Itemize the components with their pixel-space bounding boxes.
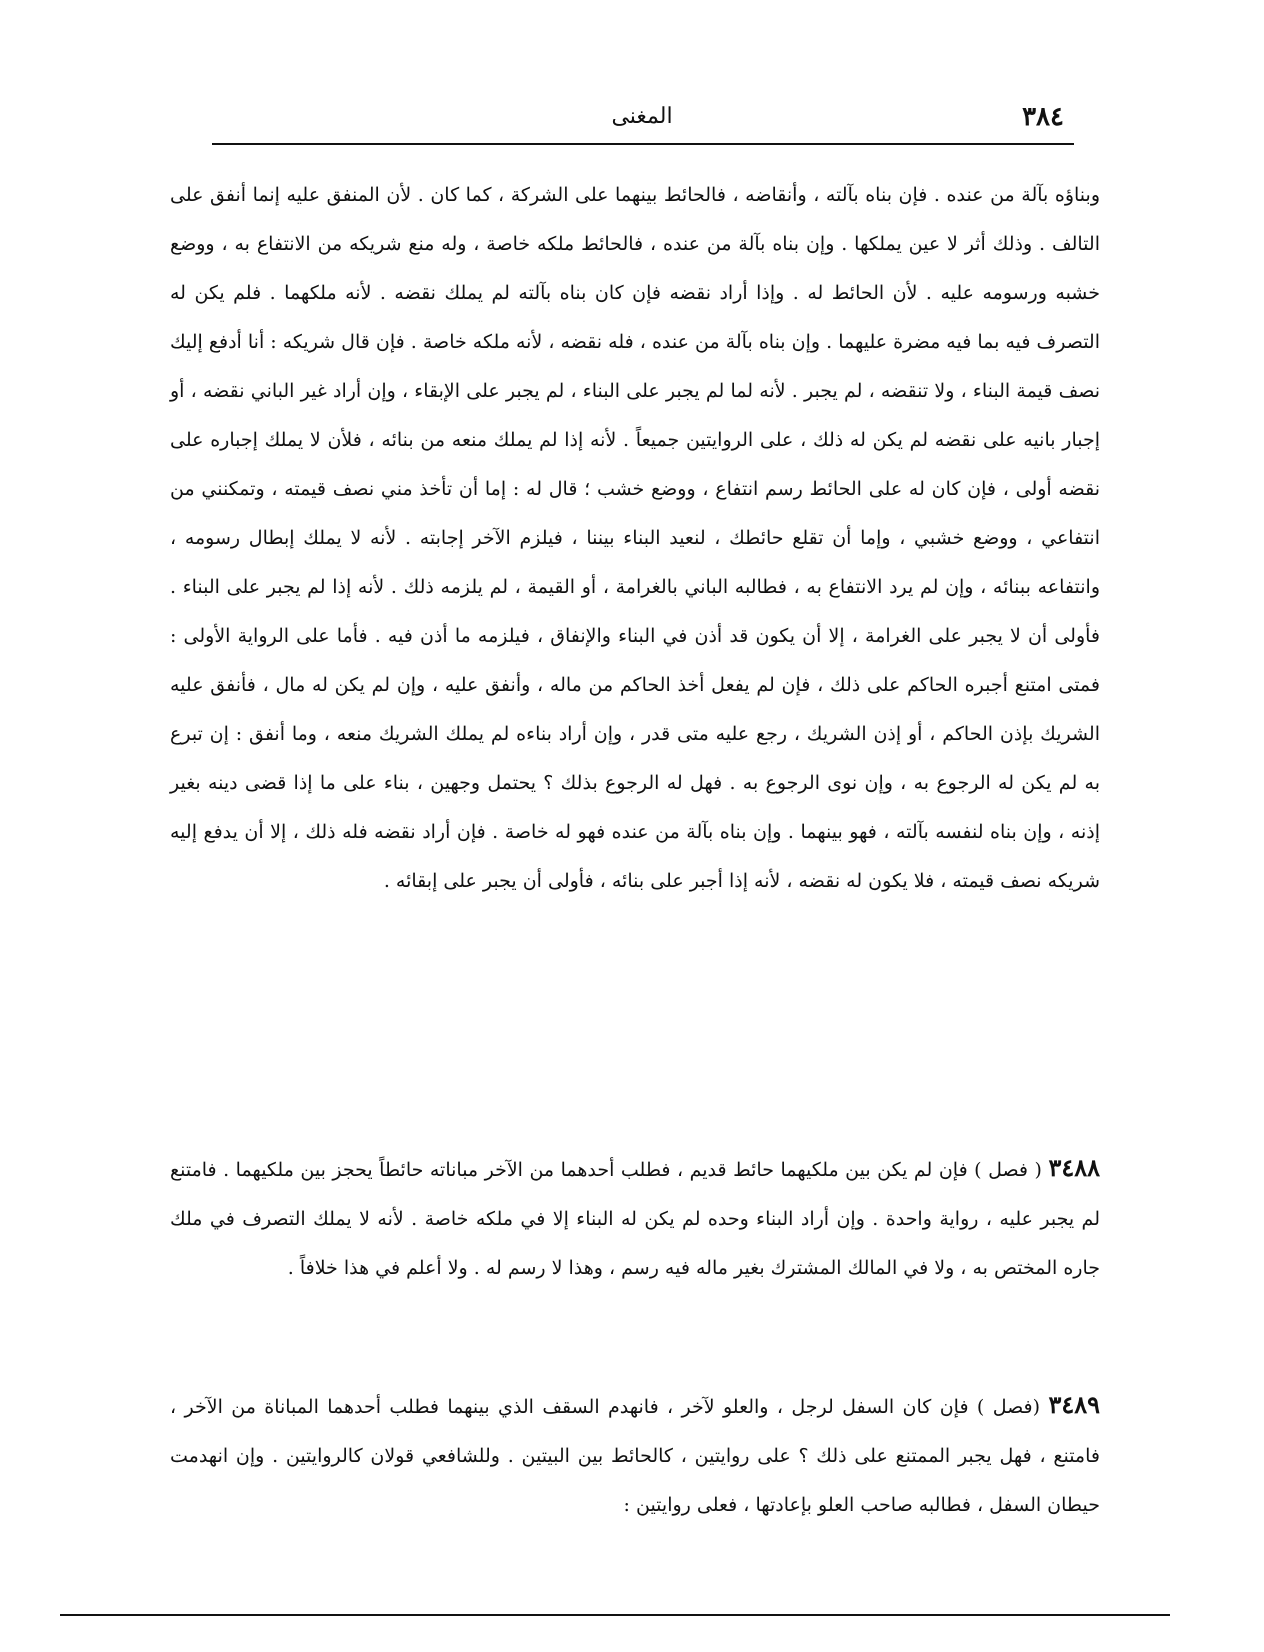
section-3488 <box>170 1143 1100 1293</box>
page-header <box>212 102 1072 142</box>
paragraph-continuation <box>170 171 1100 906</box>
section-number: ٣٤٨٩ <box>1048 1390 1100 1419</box>
footer-rule <box>60 1614 1170 1616</box>
section-3489 <box>170 1380 1100 1530</box>
running-title: المغنى <box>611 104 673 129</box>
page-number: ٣٨٤ <box>1022 102 1064 132</box>
paragraph-text: وبناؤه بآلة من عنده . فإن بناه بآلته ، وأنقاضه ، فالحائط بينهما على الشركة ، كما كان . لأن المنفق عليه إنما أنفق على التالف . وذلك أثر لا عين يملكها . وإن بناه بآلة من عنده ، فالحائط ملكه خاصة ، وله منع شريكه من الانتفاع به ، ووضع خشبه ورسومه عليه . لأن الحائط له . وإذا أراد نقضه فإن كان بناه بآلته لم يملك نقضه . لأنه ملكهما . فلم يكن له التصرف فيه بما فيه مضرة عليهما . وإن بناه بآلة من عنده ، فله نقضه ، لأنه ملكه خاصة . فإن قال شريكه : أنا أدفع إليك نصف قيمة البناء ، ولا تنقضه ، لم يجبر . لأنه لما لم يجبر على البناء ، لم يجبر على الإبقاء ، وإن أراد غير الباني نقضه ، أو إجبار بانيه على نقضه لم يكن له ذلك ، على الروايتين جميعاً . لأنه إذا لم يملك منعه من بنائه ، فلأن لا يملك إجباره على نقضه أولى ، فإن كان له على الحائط رسم انتفاع ، ووضع خشب ؛ قال له : إما أن تأخذ مني نصف قيمته ، وتمكنني من انتفاعي ، ووضع خشبي ، وإما أن تقلع حائطك ، لنعيد البناء بيننا ، فيلزم الآخر إجابته . لأنه لا يملك إبطال رسومه ، وانتفاعه ببنائه ، وإن لم يرد الانتفاع به ، فطالبه الباني بالغرامة ، أو القيمة ، لم يلزمه ذلك . لأنه إذا لم يجبر على البناء . فأولى أن لا يجبر على الغرامة ، إلا أن يكون قد أذن في البناء والإنفاق ، فيلزمه ما أذن فيه . فأما على الرواية الأولى : فمتى امتنع أجبره الحاكم على ذلك ، فإن لم يفعل أخذ الحاكم من ماله ، وأنفق عليه ، وإن لم يكن له مال ، فأنفق عليه الشريك بإذن الحاكم ، أو إذن الشريك ، رجع عليه متى قدر ، وإن أراد بناءه لم يملك الشريك منعه ، وما أنفق : إن تبرع به لم يكن له الرجوع به ، وإن نوى الرجوع به . فهل له الرجوع بذلك ؟ يحتمل وجهين ، بناء على ما إذا قضى دينه بغير إذنه ، وإن بناه لنفسه بآلته ، فهو بينهما . وإن بناه بآلة من عنده فهو له خاصة . فإن أراد نقضه فله ذلك ، إلا أن يدفع إليه شريكه نصف قيمته ، فلا يكون له نقضه ، لأنه إذا أجبر على بنائه ، فأولى أن يجبر على إبقائه . <box>170 184 1100 892</box>
header-rule <box>212 143 1074 145</box>
section-paragraph <box>170 1380 1100 1530</box>
section-number: ٣٤٨٨ <box>1048 1153 1100 1182</box>
section-text: ( فصل ) فإن لم يكن بين ملكيهما حائط قديم ، فطلب أحدهما من الآخر مباناته حائطاً يحجز بين ملكيهما . فامتنع لم يجبر عليه ، رواية واحدة . وإن أراد البناء وحده لم يكن له البناء إلا في ملكه خاصة . لأنه لا يملك التصرف في ملك جاره المختص به ، ولا في المالك المشترك بغير ماله فيه رسم ، وهذا لا رسم له . ولا أعلم في هذا خلافاً . <box>170 1159 1100 1279</box>
section-text: (فصل ) فإن كان السفل لرجل ، والعلو لآخر ، فانهدم السقف الذي بينهما فطلب أحدهما المباناة من الآخر ، فامتنع ، فهل يجبر الممتنع على ذلك ؟ على روايتين ، كالحائط بين البيتين . وللشافعي قولان كالروايتين . وإن انهدمت حيطان السفل ، فطالبه صاحب العلو بإعادتها ، فعلى روايتين : <box>170 1396 1100 1516</box>
section-paragraph <box>170 1143 1100 1293</box>
